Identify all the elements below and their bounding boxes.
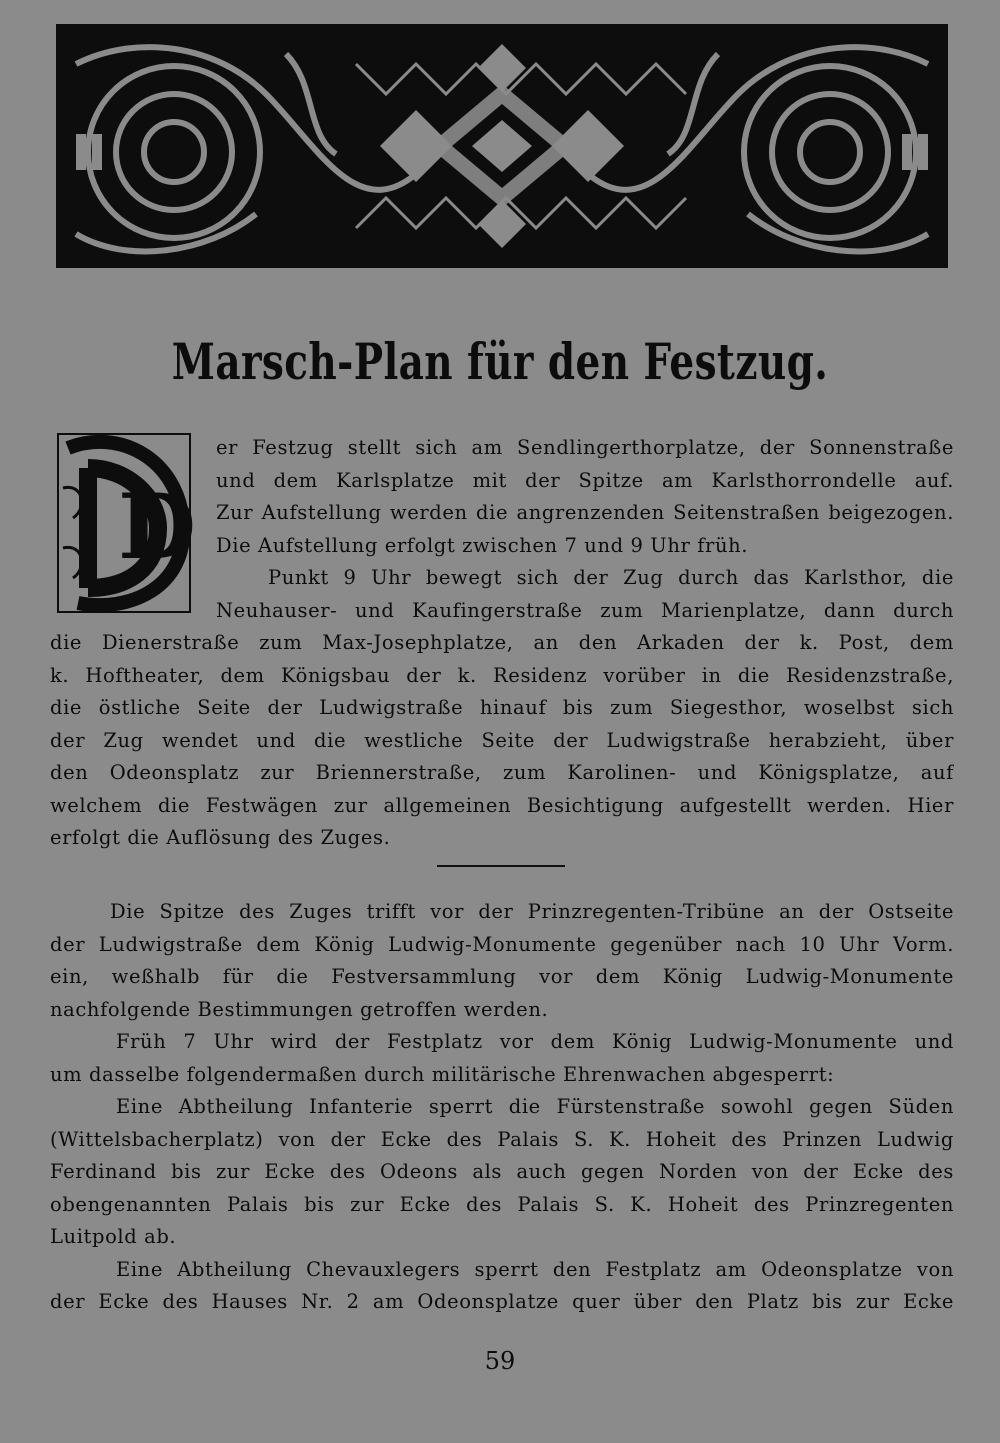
section-divider xyxy=(437,865,565,867)
text-line: obengenannten Palais bis zur Ecke des Palais S. K. Hoheit des Prinzregenten xyxy=(50,1192,954,1216)
text-line: die Dienerstraße zum Max-Josephplatze, an den Arkaden der k. Post, dem xyxy=(50,631,954,654)
text-line: Eine Abtheilung Chevauxlegers sperrt den Festplatz am Odeonsplatze von xyxy=(116,1257,954,1281)
text-line: Die Aufstellung erfolgt zwischen 7 und 9 Uhr früh. xyxy=(216,533,749,557)
text-line: Ferdinand bis zur Ecke des Odeons als auch gegen Norden von der Ecke des xyxy=(50,1160,954,1183)
text-line: die östliche Seite der Ludwigstraße hinauf bis zum Siegesthor, woselbst sich xyxy=(50,696,954,719)
text-line: und dem Karlsplatze mit der Spitze am Karlsthorrondelle auf. xyxy=(216,468,954,492)
text-line: Eine Abtheilung Infanterie sperrt die Fürstenstraße sowohl gegen Süden xyxy=(116,1095,954,1118)
text-line: Luitpold ab. xyxy=(50,1225,177,1248)
text-line: erfolgt die Auflösung des Zuges. xyxy=(50,826,391,849)
text-line: der Zug wendet und die westliche Seite der Ludwigstraße herabzieht, über xyxy=(50,728,954,752)
text-line: Punkt 9 Uhr bewegt sich der Zug durch das Karlsthor, die xyxy=(268,566,954,589)
ornamental-header-band xyxy=(56,24,948,268)
text-line: Die Spitze des Zuges trifft vor der Prinzregenten-Tribüne an der Ostseite xyxy=(110,900,954,923)
text-line: Zur Aufstellung werden die angrenzenden Seitenstraßen beigezogen. xyxy=(216,501,954,524)
text-line: der Ludwigstraße dem König Ludwig-Monumente gegenüber nach 10 Uhr Vorm. xyxy=(50,932,954,956)
text-line: um dasselbe folgendermaßen durch militärische Ehrenwachen abgesperrt: xyxy=(50,1062,835,1086)
text-line: welchem die Festwägen zur allgemeinen Besichtigung aufgestellt werden. Hier xyxy=(50,793,954,817)
page-number: 59 xyxy=(484,1347,516,1375)
text-line: der Ecke des Hauses Nr. 2 am Odeonsplatze quer über den Platz bis zur Ecke xyxy=(50,1290,954,1313)
paragraph-1 xyxy=(50,432,954,855)
text-line: Neuhauser- und Kaufingerstraße zum Marienplatze, dann durch xyxy=(216,598,954,622)
text-line: ein, weßhalb für die Festversammlung vor dem König Ludwig-Monumente xyxy=(50,965,954,988)
text-line: er Festzug stellt sich am Sendlingerthorplatze, der Sonnenstraße xyxy=(216,436,954,459)
paragraph-2 xyxy=(50,896,954,1319)
page-title: Marsch-Plan für den Festzug. xyxy=(171,332,829,391)
text-line: nachfolgende Bestimmungen getroffen werden. xyxy=(50,997,549,1021)
text-line: den Odeonsplatz zur Briennerstraße, zum Karolinen- und Königsplatze, auf xyxy=(50,761,954,784)
text-line: k. Hoftheater, dem Königsbau der k. Residenz vorüber in die Residenzstraße, xyxy=(50,663,954,687)
text-line: Früh 7 Uhr wird der Festplatz vor dem König Ludwig-Monumente und xyxy=(116,1030,954,1053)
dropcap-letter: D xyxy=(118,474,197,580)
text-line: (Wittelsbacherplatz) von der Ecke des Palais S. K. Hoheit des Prinzen Ludwig xyxy=(50,1127,954,1151)
